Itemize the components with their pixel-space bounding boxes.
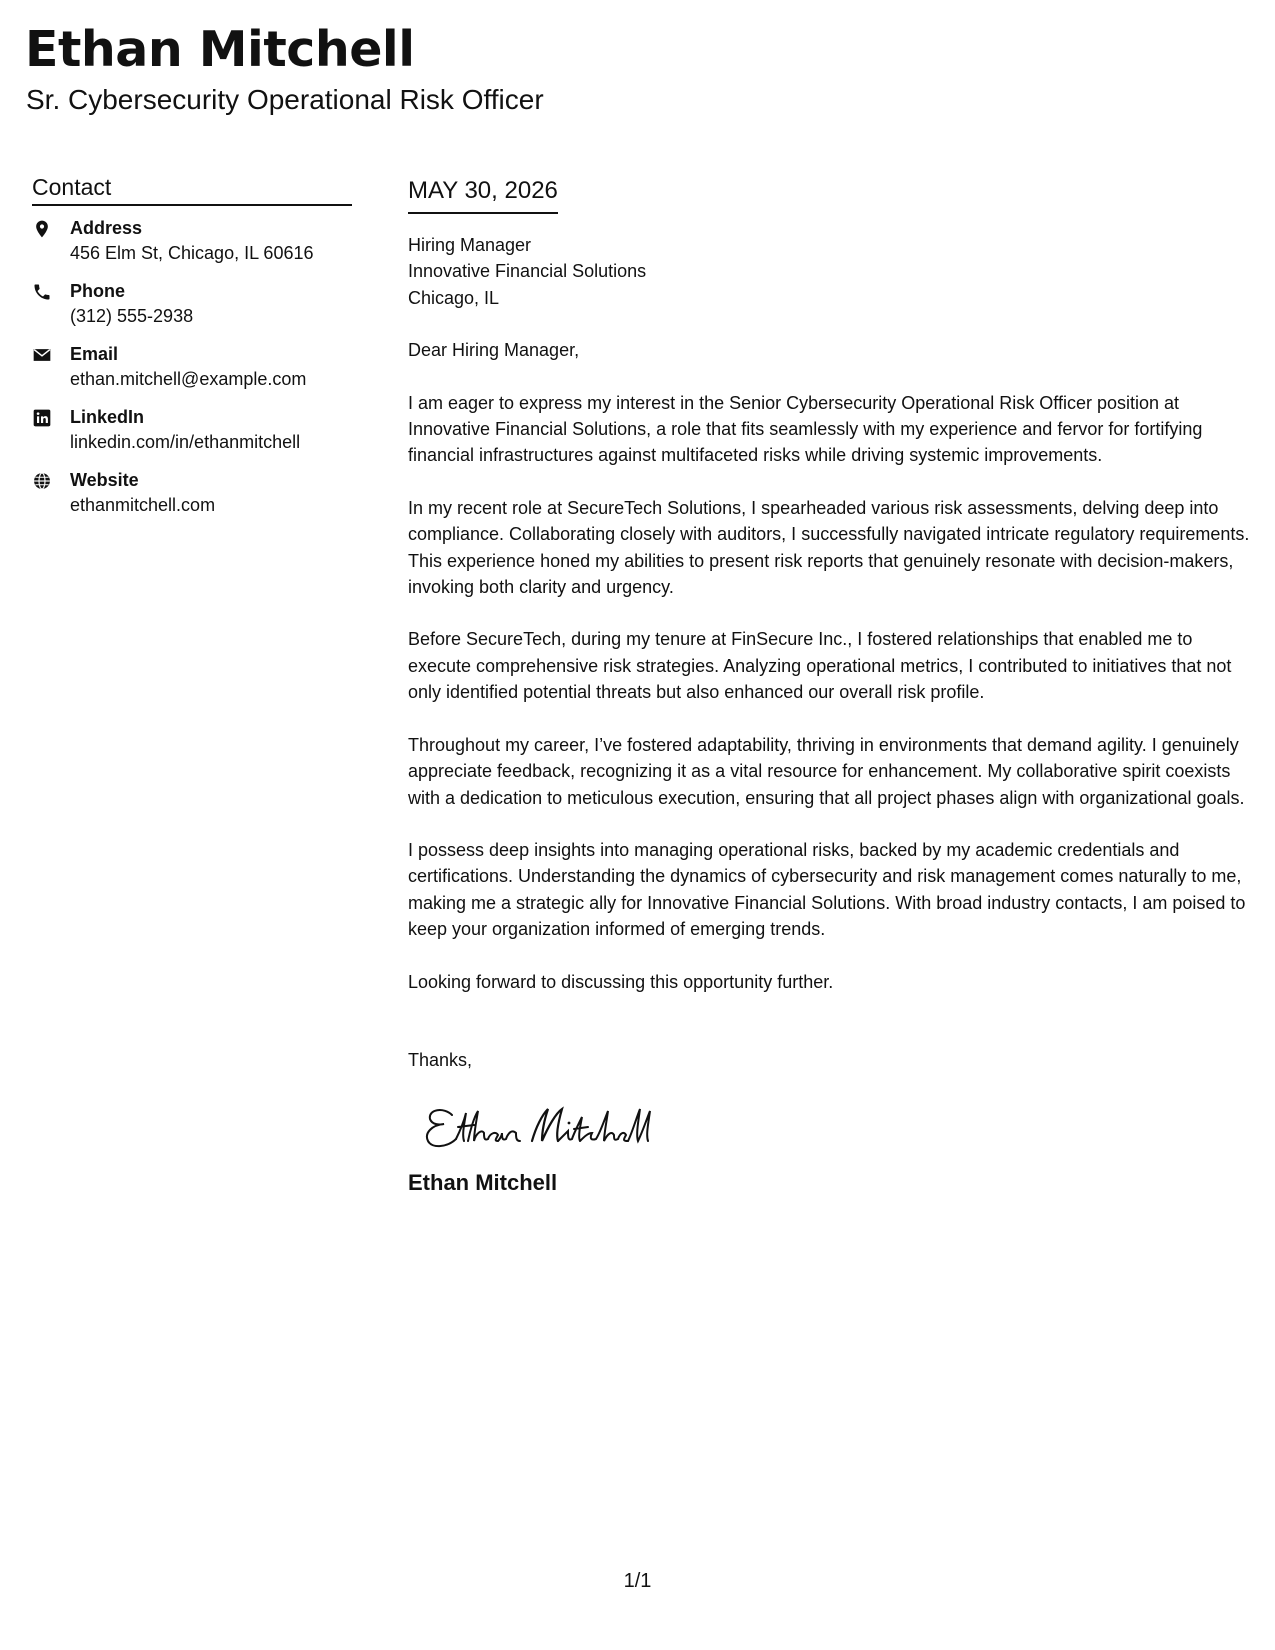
contact-label-email: Email (70, 344, 119, 364)
map-pin-icon (32, 219, 52, 239)
letter-date: MAY 30, 2026 (408, 176, 558, 214)
letter-paragraph: I possess deep insights into managing operational risks, backed by my academic credentials and certifications. Understanding the dynamics of cybersecurity and risk management comes naturally to me, making me a strategic ally for Innovative Financial Solutions. With broad industry contacts, I am poised to keep your organization informed of emerging trends. (408, 839, 1246, 940)
letter-paragraph: I am eager to express my interest in the Senior Cybersecurity Operational Risk Officer position at Innovative Financial Solutions, a role that fits seamlessly with my experience and fervor for fortifying financial infrastructures against multifaceted risks while driving systemic improvements. (408, 392, 1203, 466)
cover-letter-body (408, 176, 1253, 1197)
contact-value-address: 456 Elm St, Chicago, IL 60616 (70, 243, 314, 263)
contact-label-phone: Phone (70, 281, 126, 301)
contact-item-linkedin (32, 405, 352, 468)
contact-item-phone (32, 279, 352, 342)
linkedin-icon (32, 408, 52, 428)
contact-label-website: Website (70, 470, 139, 490)
contact-label-address: Address (70, 218, 143, 238)
contact-item-address (32, 216, 352, 279)
contact-value-website: ethanmitchell.com (70, 495, 216, 515)
applicant-name: Ethan Mitchell (25, 21, 415, 78)
recipient-block (408, 232, 1253, 311)
letter-paragraph: Before SecureTech, during my tenure at FinSecure Inc., I fostered relationships that enabled me to execute comprehensive risk strategies. Analyzing operational metrics, I contributed to initiatives that not only identified potential threats but also enhanced our overall risk profile. (408, 629, 1232, 703)
letter-paragraph: In my recent role at SecureTech Solutions, I spearheaded various risk assessments, delving deep into compliance. Collaborating closely with auditors, I successfully navigated intricate regulatory requirements. This experience honed my abilities to present risk reports that genuinely resonate with decision-makers, invoking both clarity and urgency. (408, 497, 1250, 598)
letter-closing-line: Looking forward to discussing this opportunity further. (408, 971, 834, 992)
contact-heading: Contact (32, 172, 352, 206)
letter-closing: Thanks, (408, 1049, 473, 1070)
contact-value-linkedin: linkedin.com/in/ethanmitchell (70, 432, 301, 452)
phone-icon (32, 282, 52, 302)
signed-name: Ethan Mitchell (408, 1170, 558, 1196)
page-number: 1/1 (623, 1570, 652, 1592)
contact-item-email (32, 342, 352, 405)
contact-item-website (32, 468, 352, 531)
contact-value-phone: (312) 555-2938 (70, 306, 194, 326)
applicant-job-title: Sr. Cybersecurity Operational Risk Officer (26, 84, 544, 115)
letter-paragraph: Throughout my career, I’ve fostered adaptability, thriving in environments that demand agility. I genuinely appreciate feedback, recognizing it as a vital resource for enhancement. My collaborative spirit coexists with a dedication to meticulous execution, ensuring that all project phases align with organizational goals. (408, 734, 1245, 808)
letter-greeting: Dear Hiring Manager, (408, 340, 580, 361)
envelope-icon (32, 345, 52, 365)
contact-value-email: ethan.mitchell@example.com (70, 369, 307, 389)
contact-sidebar (32, 172, 352, 531)
recipient-location: Chicago, IL (408, 287, 500, 308)
contact-label-linkedin: LinkedIn (70, 407, 145, 427)
recipient-name: Hiring Manager (408, 235, 532, 255)
handwritten-signature (420, 1097, 660, 1157)
recipient-company: Innovative Financial Solutions (408, 261, 647, 282)
globe-icon (32, 471, 52, 491)
